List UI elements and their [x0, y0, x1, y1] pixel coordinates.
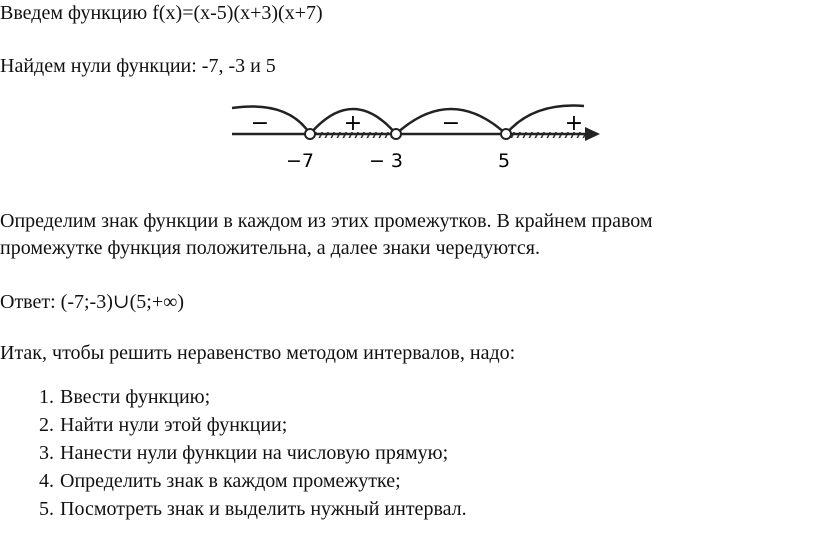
interval-diagram	[228, 98, 608, 178]
sign-label-2: +	[343, 111, 363, 136]
list-item-number: 3.	[39, 442, 54, 464]
axis-arrow	[585, 127, 600, 141]
list-item-text: Определить знак в каждом промежутке;	[60, 470, 401, 492]
list-item-number: 2.	[39, 414, 54, 436]
list-item	[0, 469, 467, 497]
sign-label-1: −	[250, 111, 270, 136]
list-item-number: 1.	[39, 386, 54, 408]
list-item	[0, 413, 467, 441]
steps-list	[0, 385, 467, 525]
list-item	[0, 385, 467, 413]
open-point-2	[391, 129, 401, 139]
open-point-1	[305, 129, 315, 139]
list-item-text: Найти нули этой функции;	[60, 414, 288, 436]
list-item-text: Посмотреть знак и выделить нужный интервал.	[60, 498, 467, 520]
summary-line: Итак, чтобы решить неравенство методом интервалов, надо:	[0, 342, 516, 364]
open-point-3	[501, 129, 511, 139]
text-line-function: Введем функцию f(x)=(x-5)(x+3)(x+7)	[0, 2, 323, 24]
zero-label-3: 5	[497, 150, 511, 172]
answer-line: Ответ: (-7;-3)∪(5;+∞)	[0, 291, 185, 313]
text-line-explanation-1: Определим знак функции в каждом из этих промежутков. В крайнем правом	[0, 210, 653, 232]
sign-label-4: +	[564, 111, 584, 136]
sign-label-3: −	[441, 111, 461, 136]
zero-label-2: − 3	[368, 150, 404, 172]
text-line-explanation-2: промежутке функция положительна, а далее знаки чередуются.	[0, 237, 540, 259]
zero-label-1: −7	[285, 150, 315, 172]
list-item-text: Ввести функцию;	[60, 386, 211, 408]
text-line-zeros: Найдем нули функции: -7, -3 и 5	[0, 55, 276, 77]
list-item-text: Нанести нули функции на числовую прямую;	[60, 442, 449, 464]
list-item	[0, 497, 467, 525]
list-item	[0, 441, 467, 469]
list-item-number: 4.	[39, 470, 54, 492]
list-item-number: 5.	[39, 498, 54, 520]
sign-arc-1	[232, 106, 310, 134]
